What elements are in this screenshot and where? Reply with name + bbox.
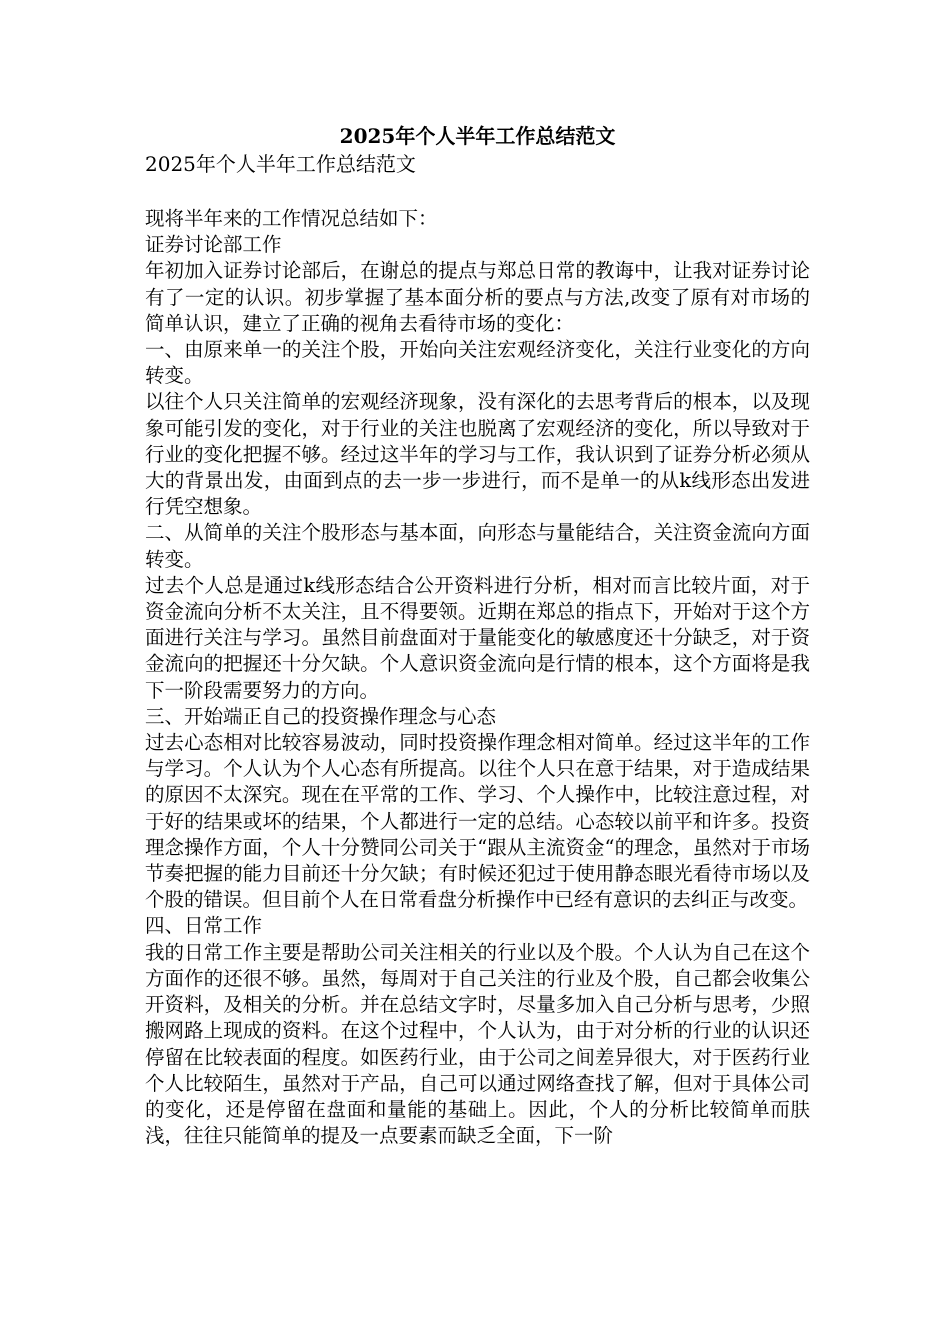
paragraph-body: 我的日常工作主要是帮助公司关注相关的行业以及个股。个人认为自己在这个方面作的还很不够。虽然，每周对于自己关注的行业及个股，自己都会收集公开资料，及相关的分析。并在总结文字时，尽量多加入自己分析与思考，少照搬网路上现成的资料。在这个过程中，个人认为，由于对分析的行业的认识还停留在比较表面的程度。如医药行业，由于公司之间差异很大，对于医药行业个人比较陌生，虽然对于产品，自己可以通过网络查找了解，但对于具体公司的变化，还是停留在盘面和量能的基础上。因此，个人的分析比较简单而肤浅，往往只能简单的提及一点要素而缺乏全面，下一阶 — [145, 940, 810, 1148]
paragraph-point-2: 二、从简单的关注个股形态与基本面，向形态与量能结合，关注资金流向方面转变。 — [145, 521, 810, 571]
paragraph-point-3: 三、开始端正自己的投资操作理念与心态 — [145, 704, 497, 728]
document-subtitle: 2025年个人半年工作总结范文 — [145, 152, 416, 176]
document-title: 2025年个人半年工作总结范文 — [339, 124, 616, 148]
paragraph-point-4: 四、日常工作 — [145, 914, 263, 938]
paragraph-intro: 现将半年来的工作情况总结如下： — [145, 207, 438, 230]
paragraph-body: 过去个人总是通过k线形态结合公开资料进行分析，相对而言比较片面，对于资金流向分析不太关注，且不得要领。近期在郑总的指点下，开始对于这个方面进行关注与学习。虽然目前盘面对于量能变化的敏感度还十分缺乏，对于资金流向的把握还十分欠缺。个人意识资金流向是行情的根本，这个方面将是我下一阶段需要努力的方向。 — [145, 573, 810, 702]
paragraph-point-1: 一、由原来单一的关注个股，开始向关注宏观经济变化，关注行业变化的方向转变。 — [145, 338, 810, 388]
paragraph-body: 以往个人只关注简单的宏观经济现象，没有深化的去思考背后的根本，以及现象可能引发的变化，对于行业的关注也脱离了宏观经济的变化，所以导致对于行业的变化把握不够。经过这半年的学习与工作，我认识到了证券分析必须从大的背景出发，由面到点的去一步一步进行，而不是单一的从k线形态出发进行凭空想象。 — [145, 390, 810, 519]
document-page — [145, 122, 810, 1149]
paragraph-body: 过去心态相对比较容易波动，同时投资操作理念相对简单。经过这半年的工作与学习。个人认为个人心态有所提高。以往个人只在意于结果，对于造成结果的原因不太深究。现在在平常的工作、学习、个人操作中，比较注意过程，对于好的结果或坏的结果，个人都进行一定的总结。心态较以前平和许多。投资理念操作方面，个人十分赞同公司关于“跟从主流资金“的理念，虽然对于市场节奏把握的能力目前还十分欠缺；有时候还犯过于使用静态眼光看待市场以及个股的错误。但目前个人在日常看盘分析操作中已经有意识的去纠正与改变。 — [145, 731, 810, 912]
paragraph-body: 年初加入证券讨论部后，在谢总的提点与郑总日常的教诲中，让我对证券讨论有了一定的认识。初步掌握了基本面分析的要点与方法,改变了原有对市场的简单认识，建立了正确的视角去看待市场的变化： — [145, 259, 810, 335]
paragraph-section-heading: 证券讨论部工作 — [145, 233, 282, 257]
